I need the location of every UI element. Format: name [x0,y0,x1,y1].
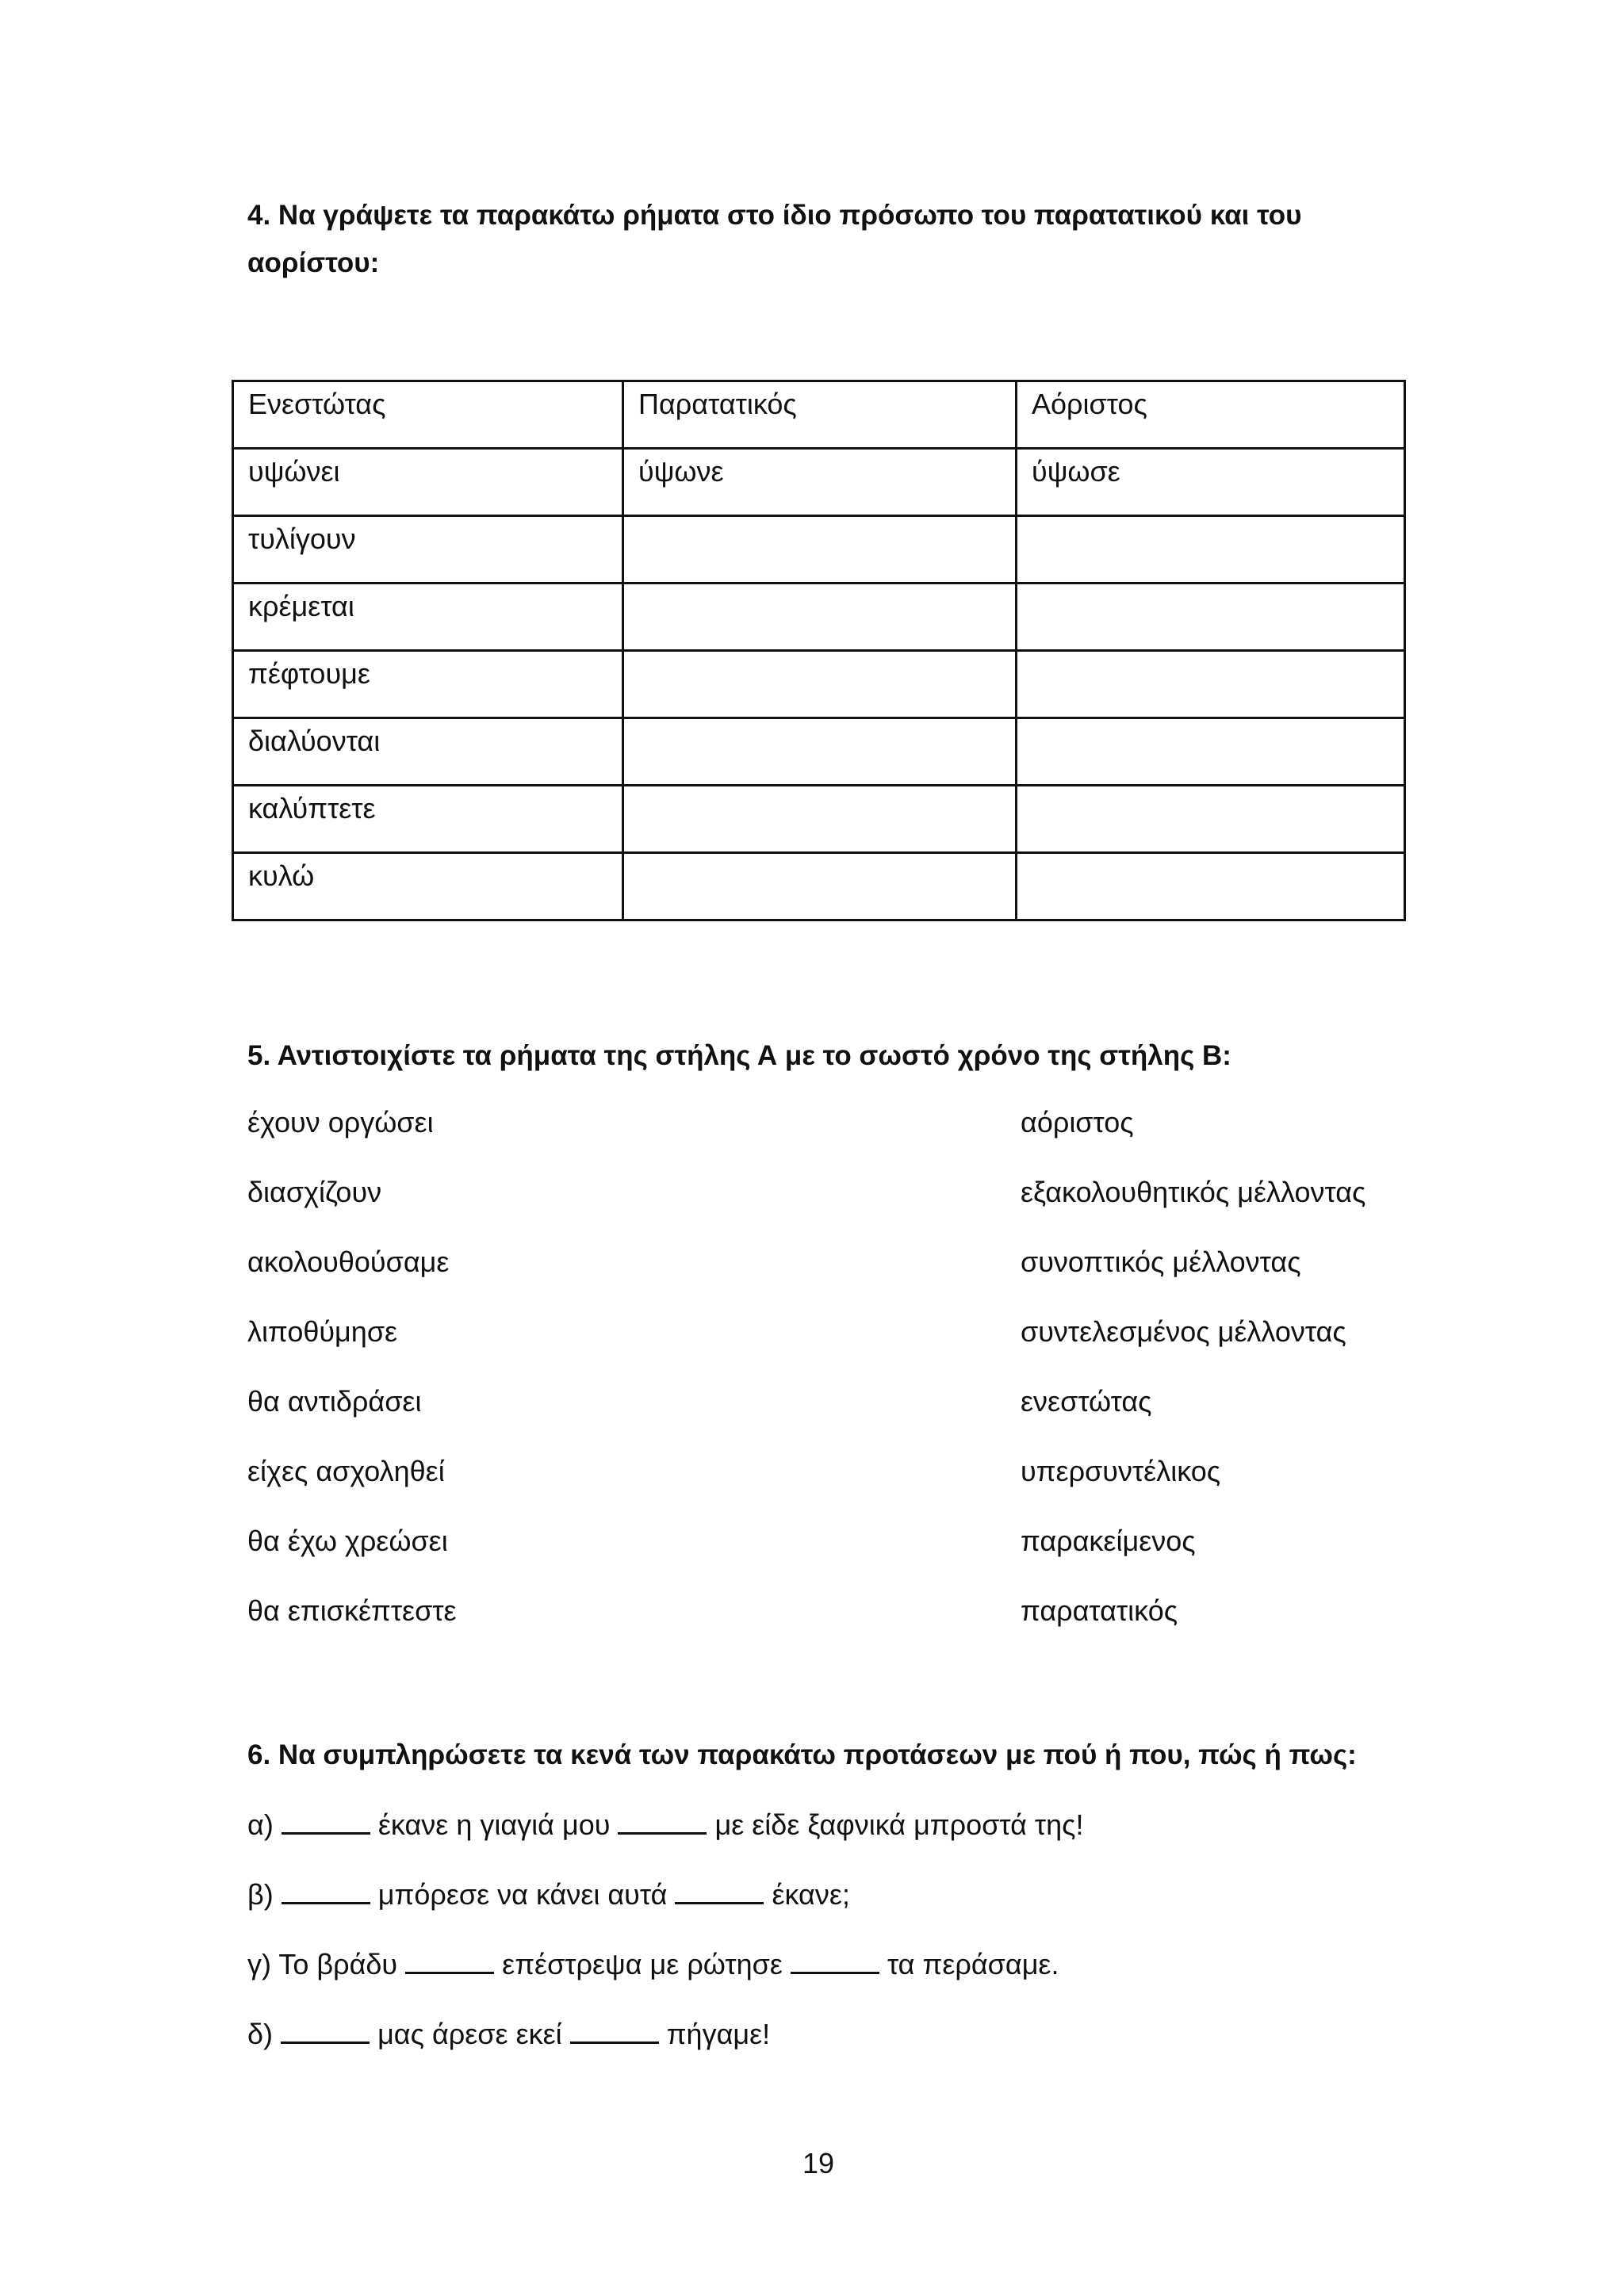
blank[interactable] [791,1948,879,1974]
imperfect-cell[interactable]: ύψωνε [623,449,1017,516]
present-cell: κρέμεται [233,584,623,651]
column-b-item: συνοπτικός μέλλοντας [1021,1246,1301,1278]
sentence [247,2017,770,2052]
blank[interactable] [281,2018,370,2044]
column-b-item: ενεστώτας [1021,1385,1152,1418]
blank[interactable] [282,1808,370,1835]
sentence-part: έκανε η γιαγιά μου [377,1808,611,1841]
header-aorist: Αόριστος [1017,381,1405,449]
exercise-4-title-line1: 4. Να γράψετε τα παρακάτω ρήματα στο ίδιο πρόσωπο του παρατατικού και του [247,200,1302,231]
sentence-part: πήγαμε! [666,2018,771,2050]
blank[interactable] [405,1948,494,1974]
sentence-part: επέστρεψα με ρώτησε [502,1948,783,1980]
table-header-row [233,381,1405,449]
present-cell: καλύπτετε [233,786,623,853]
column-b-item: συντελεσμένος μέλλοντας [1021,1315,1346,1348]
column-b-item: παρατατικός [1021,1594,1178,1627]
column-a-item: θα αντιδράσει [247,1385,422,1418]
column-b-item: υπερσυντέλικος [1021,1455,1221,1487]
blank[interactable] [282,1878,370,1904]
page-number: 19 [802,2147,835,2179]
present-cell: κυλώ [233,853,623,920]
present-cell: πέφτουμε [233,651,623,718]
present-cell: υψώνει [233,449,623,516]
imperfect-cell[interactable] [623,516,1017,584]
table-row [233,853,1405,920]
sentence-part: γ) Το βράδυ [247,1948,398,1980]
blank[interactable] [618,1808,707,1835]
sentence-part: β) [247,1878,274,1911]
column-b-item: παρακείμενος [1021,1525,1196,1557]
header-imperfect: Παρατατικός [623,381,1017,449]
aorist-cell[interactable] [1017,718,1405,786]
table-row [233,786,1405,853]
column-a-item: θα έχω χρεώσει [247,1525,448,1557]
sentence [247,1808,1083,1843]
table-row [233,516,1405,584]
aorist-cell[interactable] [1017,786,1405,853]
present-cell: διαλύονται [233,718,623,786]
sentence-part: μπόρεσε να κάνει αυτά [377,1878,668,1911]
column-a-item: είχες ασχοληθεί [247,1455,445,1487]
sentence-part: με είδε ξαφνικά μπροστά της! [714,1808,1084,1841]
column-b-item: αόριστος [1021,1106,1134,1138]
sentence [247,1877,850,1912]
imperfect-cell[interactable] [623,718,1017,786]
table-row [233,718,1405,786]
column-a-item: έχουν οργώσει [247,1106,434,1138]
exercise-4-title-line2: αορίστου: [247,247,380,278]
table-row [233,584,1405,651]
aorist-cell[interactable] [1017,651,1405,718]
column-a-item: ακολουθούσαμε [247,1246,450,1278]
table-row [233,651,1405,718]
sentence-part: τα περάσαμε. [887,1948,1059,1980]
aorist-cell[interactable]: ύψωσε [1017,449,1405,516]
sentence-part: α) [247,1808,274,1841]
present-cell: τυλίγουν [233,516,623,584]
exercise-4-title [247,192,1302,287]
exercise-6-title: 6. Να συμπληρώσετε τα κενά των παρακάτω προτάσεων με πού ή που, πώς ή πως: [247,1739,1357,1770]
header-present: Ενεστώτας [233,381,623,449]
imperfect-cell[interactable] [623,786,1017,853]
imperfect-cell[interactable] [623,584,1017,651]
sentence [247,1947,1059,1982]
sentence-part: μας άρεσε εκεί [377,2018,562,2050]
blank[interactable] [570,2018,659,2044]
blank[interactable] [675,1878,764,1904]
aorist-cell[interactable] [1017,584,1405,651]
imperfect-cell[interactable] [623,853,1017,920]
column-b-item: εξακολουθητικός μέλλοντας [1021,1176,1366,1208]
table-row [233,449,1405,516]
sentence-part: δ) [247,2018,274,2050]
verb-tense-table [232,380,1406,921]
column-a-item: διασχίζουν [247,1176,382,1208]
column-a-item: λιποθύμησε [247,1315,398,1348]
sentence-part: έκανε; [772,1878,850,1911]
column-a-item: θα επισκέπτεστε [247,1594,457,1627]
aorist-cell[interactable] [1017,516,1405,584]
aorist-cell[interactable] [1017,853,1405,920]
exercise-5-title: 5. Αντιστοιχίστε τα ρήματα της στήλης Α με το σωστό χρόνο της στήλης Β: [247,1040,1231,1071]
imperfect-cell[interactable] [623,651,1017,718]
